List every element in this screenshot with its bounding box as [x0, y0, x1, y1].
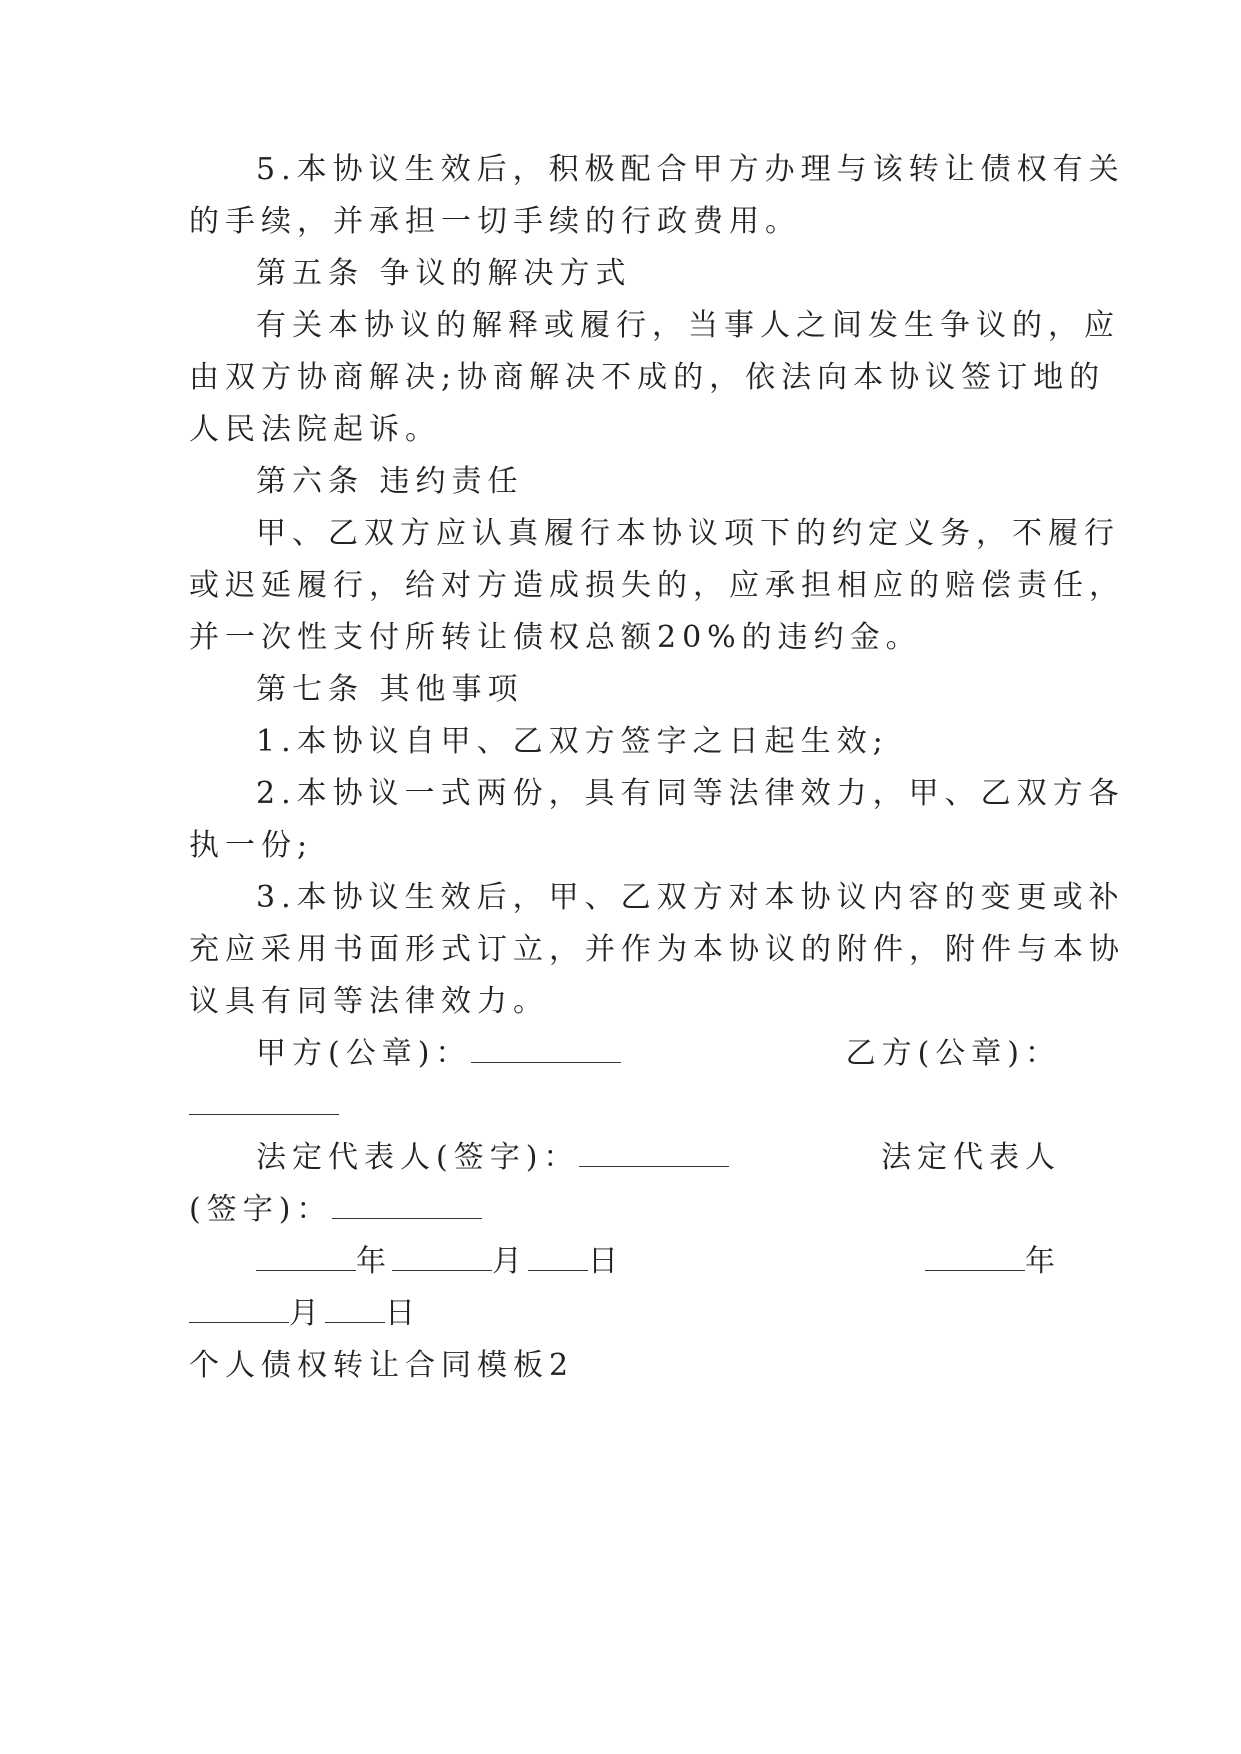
paragraph-line: 甲、乙双方应认真履行本协议项下的约定义务，不履行	[256, 516, 1120, 551]
paragraph-line: 2.本协议一式两份，具有同等法律效力，甲、乙双方各	[256, 776, 1125, 811]
date-b-year-label: 年	[1025, 1244, 1061, 1279]
date-b-line-2	[189, 1294, 421, 1334]
date-b-day-blank	[325, 1296, 385, 1323]
party-a-seal-blank	[471, 1036, 621, 1063]
section-heading: 第七条 其他事项	[256, 672, 524, 707]
date-b-month-label: 月	[289, 1296, 325, 1331]
paragraph-line: 议具有同等法律效力。	[189, 984, 549, 1019]
date-a-day-blank	[528, 1244, 588, 1271]
date-a-line	[256, 1242, 624, 1282]
rep-b-blank	[332, 1192, 482, 1219]
date-b-day-label: 日	[385, 1296, 421, 1331]
paragraph-line: 3.本协议生效后，甲、乙双方对本协议内容的变更或补	[256, 880, 1125, 915]
rep-a-line	[256, 1138, 729, 1178]
date-a-month-label: 月	[492, 1244, 528, 1279]
party-b-seal-blank-line	[189, 1086, 339, 1126]
paragraph-line: 1.本协议自甲、乙双方签字之日起生效;	[256, 724, 889, 759]
paragraph-line: 或迟延履行，给对方造成损失的，应承担相应的赔偿责任，	[189, 568, 1125, 603]
party-b-seal-label: 乙方(公章)：	[845, 1036, 1061, 1071]
paragraph-line: 执一份;	[189, 828, 314, 863]
date-a-day-label: 日	[588, 1244, 624, 1279]
date-b-line	[925, 1242, 1061, 1282]
rep-a-label: 法定代表人(签字)：	[256, 1140, 580, 1175]
date-a-year-label: 年	[356, 1244, 392, 1279]
party-a-seal-line	[256, 1034, 621, 1074]
date-a-month-blank	[392, 1244, 492, 1271]
section-heading: 第五条 争议的解决方式	[256, 256, 632, 291]
party-b-seal-line	[846, 1034, 1061, 1074]
paragraph-line: 充应采用书面形式订立，并作为本协议的附件，附件与本协	[189, 932, 1125, 967]
date-b-month-blank	[189, 1296, 289, 1323]
party-b-seal-blank	[189, 1088, 339, 1115]
next-document-title: 个人债权转让合同模板2	[189, 1348, 575, 1383]
date-b-year-blank	[925, 1244, 1025, 1271]
section-heading: 第六条 违约责任	[256, 464, 524, 499]
paragraph-line: 并一次性支付所转让债权总额20%的违约金。	[189, 620, 922, 655]
rep-b-label: 法定代表人	[881, 1140, 1061, 1175]
paragraph-line: 人民法院起诉。	[189, 412, 441, 447]
paragraph-line: 有关本协议的解释或履行，当事人之间发生争议的，应	[256, 308, 1120, 343]
paragraph-line: 的手续，并承担一切手续的行政费用。	[189, 204, 801, 239]
party-a-seal-label: 甲方(公章)：	[256, 1036, 472, 1071]
rep-b-line	[881, 1138, 1061, 1178]
paragraph-line: 5.本协议生效后，积极配合甲方办理与该转让债权有关	[256, 152, 1125, 187]
rep-b-line-2	[189, 1190, 482, 1230]
date-a-year-blank	[256, 1244, 356, 1271]
paragraph-line: 由双方协商解决;协商解决不成的，依法向本协议签订地的	[189, 360, 1106, 395]
rep-a-blank	[579, 1140, 729, 1167]
rep-b-label-2: (签字)：	[189, 1192, 333, 1227]
